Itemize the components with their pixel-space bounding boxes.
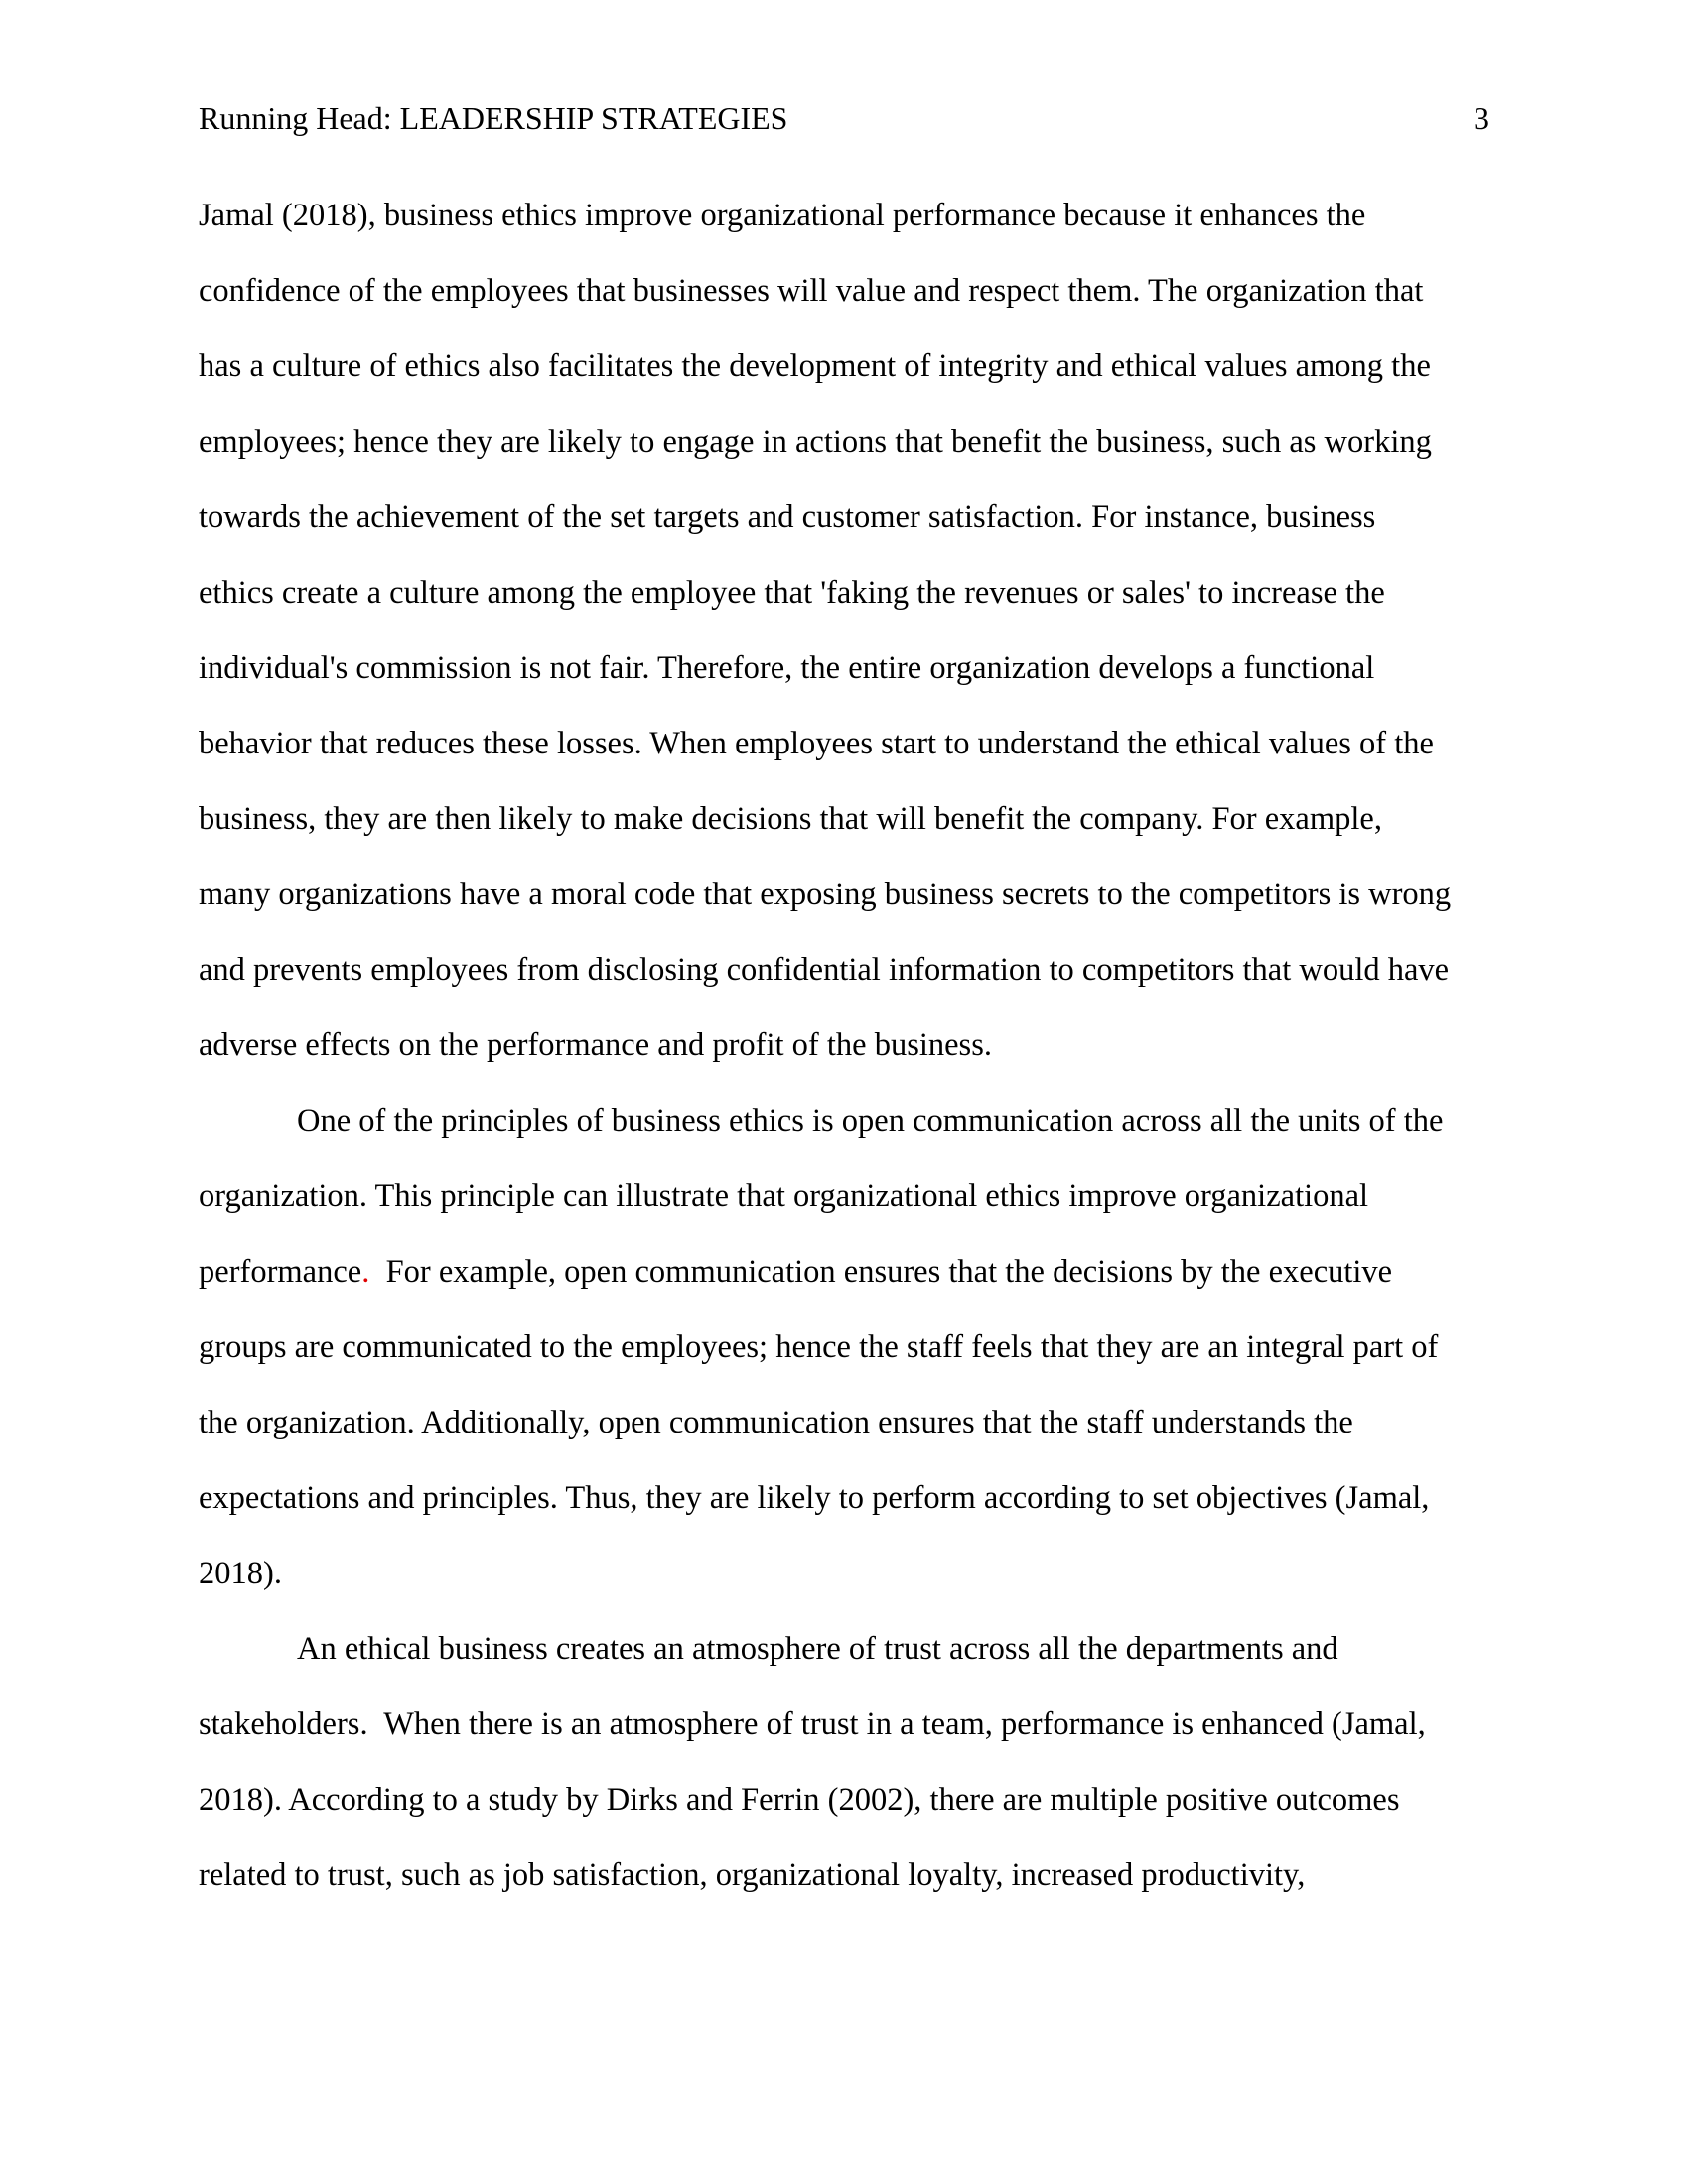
text-line: 2018). [199, 1556, 282, 1591]
text-line: 2018). According to a study by Dirks and Ferrin (2002), there are multiple positive outcomes [199, 1782, 1400, 1818]
text-line: ethics create a culture among the employee that 'faking the revenues or sales' to increase the [199, 575, 1385, 611]
text-line: has a culture of ethics also facilitates the development of integrity and ethical values among the [199, 348, 1431, 384]
text-line: confidence of the employees that businesses will value and respect them. The organization that [199, 273, 1424, 309]
page-number: 3 [1474, 100, 1489, 136]
text-line: expectations and principles. Thus, they are likely to perform according to set objectives (Jamal, [199, 1480, 1430, 1516]
text-line: related to trust, such as job satisfaction, organizational loyalty, increased productivity, [199, 1857, 1306, 1893]
text-line: groups are communicated to the employees; hence the staff feels that they are an integral part of [199, 1329, 1439, 1365]
text-line: organization. This principle can illustrate that organizational ethics improve organizational [199, 1178, 1369, 1214]
page-header [199, 98, 1489, 138]
paragraph-3 [199, 1621, 1489, 1923]
text-line: An ethical business creates an atmosphere of trust across all the departments and [297, 1631, 1338, 1667]
red-period-mark: . [361, 1254, 370, 1290]
running-head: Running Head: LEADERSHIP STRATEGIES [199, 100, 788, 136]
text-span: performance [199, 1254, 362, 1290]
text-line: employees; hence they are likely to engage in actions that benefit the business, such as working [199, 424, 1432, 460]
paragraph-1 [199, 188, 1489, 1093]
text-line: stakeholders. When there is an atmosphere of trust in a team, performance is enhanced (Jamal, [199, 1706, 1426, 1742]
text-line: the organization. Additionally, open communication ensures that the staff understands the [199, 1405, 1353, 1440]
text-line: adverse effects on the performance and profit of the business. [199, 1027, 992, 1063]
text-line: and prevents employees from disclosing confidential information to competitors that would have [199, 952, 1450, 988]
text-line: many organizations have a moral code that exposing business secrets to the competitors is wrong [199, 877, 1452, 912]
text-span: For example, open communication ensures that the decisions by the executive [369, 1254, 1393, 1290]
paragraph-2 [199, 1093, 1489, 1621]
document-body [199, 188, 1489, 1923]
text-line [199, 1244, 1489, 1319]
text-line: business, they are then likely to make decisions that will benefit the company. For example, [199, 801, 1382, 837]
text-line: One of the principles of business ethics is open communication across all the units of the [297, 1103, 1444, 1139]
text-line: individual's commission is not fair. Therefore, the entire organization develops a functional [199, 650, 1375, 686]
text-line: behavior that reduces these losses. When employees start to understand the ethical values of the [199, 726, 1434, 761]
text-line: towards the achievement of the set targets and customer satisfaction. For instance, business [199, 499, 1376, 535]
text-line: Jamal (2018), business ethics improve organizational performance because it enhances the [199, 198, 1366, 233]
